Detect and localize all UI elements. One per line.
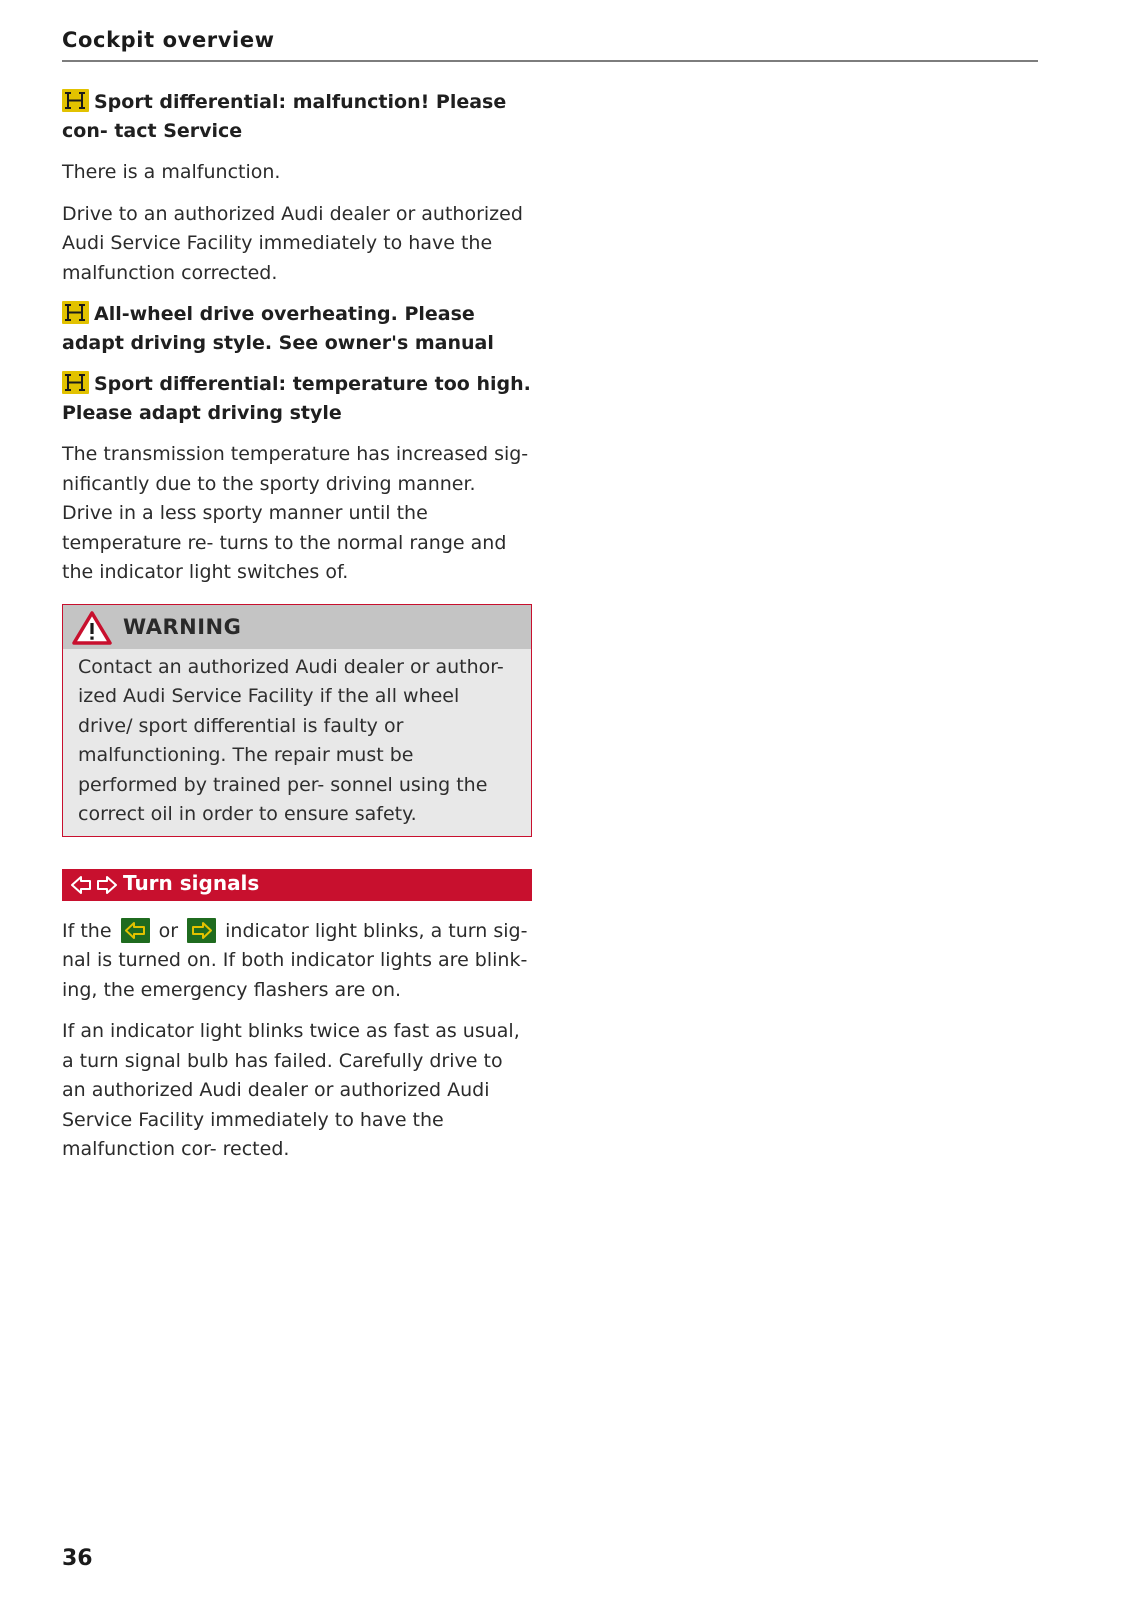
- text-fragment: If the: [62, 919, 112, 942]
- page-title: Cockpit overview: [62, 28, 275, 52]
- section-header-turn-signals: [62, 869, 532, 901]
- message-heading: [62, 300, 532, 358]
- message-block: [62, 300, 532, 358]
- section-title: Turn signals: [123, 870, 260, 895]
- right-turn-indicator-icon: [187, 918, 216, 943]
- header-divider: [62, 60, 1038, 62]
- message-heading-text: Sport differential: malfunction! Please con- tact Service: [62, 91, 507, 142]
- awd-indicator-icon: [62, 371, 89, 394]
- awd-indicator-icon: [62, 89, 89, 112]
- message-heading-text: All-wheel drive overheating. Please adapt driving style. See owner's manual: [62, 303, 494, 354]
- message-block: [62, 88, 532, 288]
- page-header: [62, 28, 1038, 52]
- message-block: [62, 370, 532, 588]
- warning-header: [63, 605, 531, 649]
- awd-indicator-icon: [62, 301, 89, 324]
- message-paragraph: The transmission temperature has increased sig- nificantly due to the sporty driving manner. Drive in a less sporty manner until the temperature re- turns to the normal range and the indicator light switches of.: [62, 443, 529, 583]
- warning-triangle-icon: [71, 610, 113, 650]
- text-fragment: indicator light blinks, a turn sig- nal is turned on. If both indicator lights are blink- ing, the emergency flashers are on.: [62, 919, 528, 1001]
- content-column: [62, 88, 532, 1177]
- page-number: 36: [62, 1546, 93, 1571]
- warning-box: [62, 604, 532, 837]
- turn-signal-paragraph: [62, 917, 532, 1006]
- left-turn-indicator-icon: [121, 918, 150, 943]
- message-heading: [62, 370, 532, 428]
- message-heading-text: Sport differential: temperature too high. Please adapt driving style: [62, 373, 531, 424]
- message-paragraph: Drive to an authorized Audi dealer or authorized Audi Service Facility immediately to have the malfunction corrected.: [62, 202, 523, 284]
- text-fragment: or: [158, 919, 179, 942]
- warning-text: Contact an authorized Audi dealer or author- ized Audi Service Facility if the all wheel drive/ sport differential is faulty or malfunctioning. The repair must be performed by trained per- sonnel using the correct oil in order to ensure safety.: [78, 655, 504, 825]
- turn-signal-arrows-icon: [70, 874, 118, 900]
- turn-signal-paragraph: If an indicator light blinks twice as fast as usual, a turn signal bulb has failed. Carefully drive to an authorized Audi dealer or authorized Audi Service Facility immediately to have the malfunction cor- rected.: [62, 1020, 520, 1160]
- message-heading: [62, 88, 532, 146]
- warning-title: WARNING: [123, 614, 242, 639]
- message-paragraph: There is a malfunction.: [62, 161, 281, 183]
